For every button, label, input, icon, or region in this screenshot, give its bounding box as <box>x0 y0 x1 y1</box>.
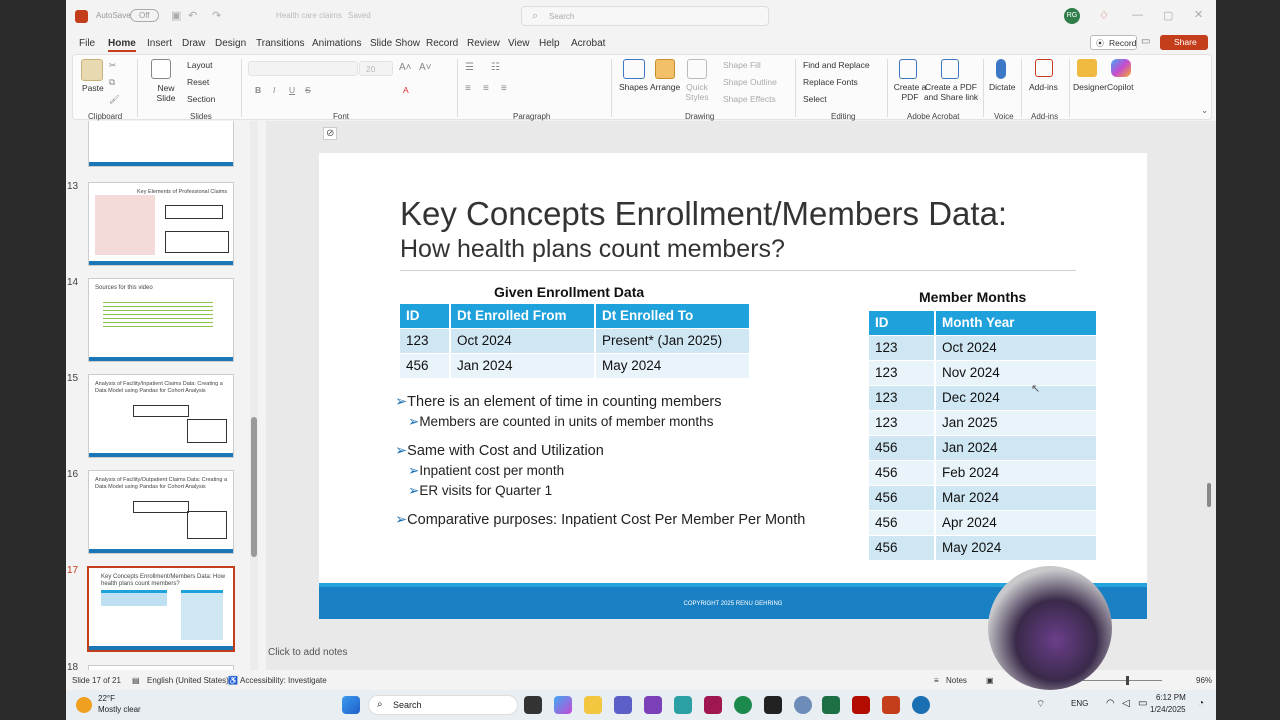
table-row <box>869 460 1097 485</box>
webcam-overlay <box>988 566 1112 690</box>
collapse-ribbon-icon[interactable]: ⌄ <box>1201 105 1209 115</box>
group-acrobat: Adobe Acrobat <box>907 112 960 121</box>
col-header: Dt Enrolled From <box>450 304 595 328</box>
thumb-slide-15[interactable] <box>88 374 234 458</box>
tab-insert[interactable]: Insert <box>147 38 173 49</box>
record-icon: ⦿ <box>1096 39 1104 48</box>
table-row <box>869 385 1097 410</box>
separator <box>887 59 888 117</box>
separator <box>983 59 984 117</box>
tab-slide-show[interactable]: Slide Show <box>370 38 421 49</box>
canvas-scrollbar[interactable] <box>1204 121 1214 621</box>
clock-date[interactable]: 1/24/2025 <box>1150 705 1186 714</box>
cell: Mar 2024 <box>935 485 1097 510</box>
create-pdf-icon[interactable] <box>899 59 917 79</box>
wifi-icon[interactable]: ◠ <box>1106 698 1115 709</box>
thumb-title: Sources for this video <box>95 285 153 291</box>
thumb-table <box>101 590 167 606</box>
group-addins: Add-ins <box>1031 112 1059 121</box>
teams-icon[interactable] <box>614 696 632 714</box>
thumb-slide-17-selected[interactable] <box>87 566 235 652</box>
table-row <box>869 360 1097 385</box>
cell: May 2024 <box>935 535 1097 560</box>
canvas-scroll-handle[interactable] <box>1207 483 1211 507</box>
slide-subtitle[interactable]: How health plans count members? <box>400 235 785 263</box>
cell: Dec 2024 <box>935 385 1097 410</box>
shrink-font-icon[interactable]: A˅ <box>419 62 432 73</box>
table-row <box>400 328 750 353</box>
thumb-title: Key Elements of Professional Claims <box>137 189 228 195</box>
copilot-icon[interactable] <box>1111 59 1131 77</box>
cell: Oct 2024 <box>935 335 1097 360</box>
powerpoint-window <box>66 0 1216 690</box>
tab-transitions[interactable]: Transitions <box>256 38 305 49</box>
weather-icon[interactable] <box>76 697 92 713</box>
thumb-number: 14 <box>67 277 79 288</box>
group-editing: Editing <box>831 112 856 121</box>
footer-text: COPYRIGHT 2025 RENU GEHRING <box>683 601 783 607</box>
title-bar <box>66 0 1216 34</box>
table-row <box>869 435 1097 460</box>
font-color-icon[interactable]: A <box>403 85 409 95</box>
shapes-icon[interactable] <box>623 59 645 79</box>
addins-icon[interactable] <box>1035 59 1053 77</box>
cell: 123 <box>869 335 935 360</box>
align-right-icon[interactable]: ≡ <box>501 83 507 94</box>
ribbon <box>72 54 1212 120</box>
search-placeholder: Search <box>549 12 575 21</box>
thumb-slide-12[interactable] <box>88 121 234 167</box>
paste-button[interactable]: Paste <box>82 83 104 93</box>
slide-thumbnails <box>66 121 261 670</box>
search-icon: ⌕ <box>377 699 383 710</box>
cell: Jan 2025 <box>935 410 1097 435</box>
create-share-button[interactable]: Create a PDF and Share link <box>923 82 979 102</box>
windows-taskbar <box>66 690 1216 720</box>
autosave-label: AutoSave <box>96 11 131 20</box>
tab-acrobat[interactable]: Acrobat <box>571 38 606 49</box>
saved-status: Saved <box>348 11 371 20</box>
table-row <box>869 535 1097 560</box>
layout-button[interactable]: Layout <box>187 60 213 70</box>
slide[interactable] <box>319 153 1147 619</box>
group-slides: Slides <box>190 112 212 121</box>
bullet-arrow-icon: ➢ <box>408 414 420 429</box>
arrange-icon[interactable] <box>655 59 675 79</box>
cell: 456 <box>869 460 935 485</box>
undo-icon[interactable]: ↶ <box>188 10 198 22</box>
redo-icon[interactable]: ↷ <box>212 10 222 22</box>
bullet-1[interactable]: ➢There is an element of time in counting members <box>395 394 722 410</box>
copilot-button[interactable]: Copilot <box>1107 82 1134 92</box>
bullet-arrow-icon: ➢ <box>408 463 420 478</box>
group-voice: Voice <box>994 112 1014 121</box>
cell: Apr 2024 <box>935 510 1097 535</box>
tab-file[interactable]: File <box>79 38 96 49</box>
thumb-number: 13 <box>67 181 79 192</box>
microphone-icon[interactable] <box>996 59 1006 79</box>
tab-help[interactable]: Help <box>539 38 560 49</box>
acrobat-icon[interactable] <box>852 696 870 714</box>
tab-review[interactable]: Review <box>467 38 500 49</box>
comments-icon[interactable]: ▭ <box>1141 36 1151 47</box>
language-status[interactable]: English (United States) <box>147 676 229 685</box>
app-icon[interactable] <box>794 696 812 714</box>
thumb-table <box>181 590 223 640</box>
col-header: ID <box>400 304 450 328</box>
font-size-select[interactable]: 20 <box>359 61 393 76</box>
file-explorer-icon[interactable] <box>584 696 602 714</box>
copilot-taskbar-icon[interactable] <box>554 696 572 714</box>
addins-button[interactable]: Add-ins <box>1029 82 1058 92</box>
align-center-icon[interactable]: ≡ <box>483 83 489 94</box>
group-font: Font <box>333 112 350 121</box>
find-replace-button[interactable]: Find and Replace <box>803 60 870 70</box>
accessibility-status[interactable]: Accessibility: Investigate <box>240 676 327 685</box>
share-button[interactable]: Share <box>1160 35 1208 50</box>
powerpoint-taskbar-icon[interactable] <box>882 696 900 714</box>
separator <box>795 59 796 117</box>
arrange-button[interactable]: Arrange <box>650 82 681 92</box>
new-slide-button[interactable]: New Slide <box>156 83 176 103</box>
group-clipboard: Clipboard <box>88 112 123 121</box>
thumb-box <box>187 419 227 443</box>
bold-icon[interactable]: B <box>255 85 262 95</box>
separator <box>1069 59 1070 117</box>
spellcheck-icon[interactable]: ▤ <box>132 676 140 685</box>
notes-placeholder[interactable]: Click to add notes <box>268 647 348 658</box>
autosave-toggle[interactable]: Off <box>130 9 159 22</box>
shapes-button[interactable]: Shapes <box>619 82 648 92</box>
bullet-3[interactable]: ➢Comparative purposes: Inpatient Cost Per Member Per Month <box>395 512 806 528</box>
battery-icon[interactable]: ▭ <box>1138 698 1148 709</box>
align-left-icon[interactable]: ≡ <box>465 83 471 94</box>
thumb-title: Analysis of Facility/Outpatient Claims Data: Creating a Data Model using Pandas for Cohort Analysis <box>95 477 228 490</box>
clock-time[interactable]: 6:12 PM <box>1156 693 1186 702</box>
paste-icon[interactable] <box>81 59 103 81</box>
thumb-box <box>165 205 223 219</box>
bullet-arrow-icon: ➢ <box>395 512 408 528</box>
powerpoint-logo-icon <box>75 10 88 23</box>
dictate-button[interactable]: Dictate <box>989 82 1016 92</box>
save-icon[interactable]: ▣ <box>171 10 182 22</box>
new-slide-icon[interactable] <box>151 59 171 79</box>
thumb-number: 15 <box>67 373 79 384</box>
table-row <box>869 485 1097 510</box>
record-button[interactable]: Record ⦿ <box>1090 35 1137 50</box>
menu-bar <box>66 34 1216 54</box>
table-row <box>869 510 1097 535</box>
enrollment-table[interactable] <box>400 304 751 378</box>
designer-button[interactable]: Designer <box>1073 82 1108 92</box>
normal-view-icon[interactable]: ▣ <box>986 676 994 685</box>
thumb-slide-14[interactable] <box>88 278 234 362</box>
enrollment-caption: Given Enrollment Data <box>494 284 645 300</box>
select-button[interactable]: Select <box>803 94 827 104</box>
separator <box>611 59 612 117</box>
premium-icon[interactable]: ♢ <box>1099 10 1109 22</box>
excel-icon[interactable] <box>822 696 840 714</box>
col-header: Month Year <box>935 311 1097 335</box>
bullet-2[interactable]: ➢Same with Cost and Utilization <box>395 443 604 459</box>
shape-fill-button[interactable]: Shape Fill <box>723 60 761 70</box>
taskbar-search[interactable]: ⌕ Search <box>368 695 518 715</box>
group-drawing: Drawing <box>685 112 715 121</box>
cut-icon[interactable]: ✂ <box>109 60 117 70</box>
separator <box>241 59 242 117</box>
bullet-2a[interactable]: ➢Inpatient cost per month <box>408 463 565 478</box>
numbering-icon[interactable]: ☷ <box>491 62 500 73</box>
cell: 456 <box>869 510 935 535</box>
app-icon[interactable] <box>912 696 930 714</box>
cell: Nov 2024 <box>935 360 1097 385</box>
shape-outline-button[interactable]: Shape Outline <box>723 77 777 87</box>
accessibility-icon[interactable]: ♿ <box>228 676 238 685</box>
thumb-scrollbar[interactable] <box>250 121 258 670</box>
thumb-box <box>133 405 189 417</box>
notification-icon[interactable]: ◔ <box>1198 698 1205 709</box>
language-indicator[interactable]: ENG <box>1071 699 1089 708</box>
thumb-box <box>165 231 229 253</box>
table-row <box>869 410 1097 435</box>
separator <box>457 59 458 117</box>
weather-desc: Mostly clear <box>98 705 141 714</box>
quick-styles-button[interactable]: Quick Styles <box>685 82 709 102</box>
member-months-table[interactable] <box>869 311 1098 560</box>
cell: Feb 2024 <box>935 460 1097 485</box>
cell: Present* (Jan 2025) <box>595 328 750 353</box>
cell: 456 <box>400 353 450 378</box>
cell: 456 <box>869 485 935 510</box>
thumb-box <box>133 501 189 513</box>
thumb-image <box>95 195 155 255</box>
network-icon[interactable]: ⌔ <box>1036 699 1046 710</box>
maximize-icon[interactable]: ▢ <box>1163 10 1174 22</box>
italic-icon[interactable]: I <box>273 85 276 95</box>
close-icon[interactable]: ✕ <box>1194 9 1204 21</box>
reset-button[interactable]: Reset <box>187 77 210 87</box>
col-header: ID <box>869 311 935 335</box>
app-icon[interactable] <box>704 696 722 714</box>
copy-icon[interactable]: ⧉ <box>109 77 116 87</box>
grow-font-icon[interactable]: A˄ <box>399 62 412 73</box>
font-name-select[interactable] <box>248 61 358 76</box>
thumb-slide-18[interactable] <box>88 665 234 670</box>
app-icon[interactable] <box>674 696 692 714</box>
cell: Jan 2024 <box>935 435 1097 460</box>
strike-icon[interactable]: S <box>305 85 311 95</box>
bullet-2b[interactable]: ➢ER visits for Quarter 1 <box>408 483 553 498</box>
cell: May 2024 <box>595 353 750 378</box>
notes-toggle[interactable]: Notes <box>946 676 967 685</box>
designer-icon[interactable] <box>1077 59 1097 77</box>
zoom-handle[interactable] <box>1126 676 1129 685</box>
task-view-icon[interactable] <box>524 696 542 714</box>
format-painter-icon[interactable]: 🖌 <box>109 94 120 104</box>
tab-draw[interactable]: Draw <box>182 38 206 49</box>
app-icon[interactable] <box>644 696 662 714</box>
table-row <box>869 335 1097 360</box>
tab-animations[interactable]: Animations <box>312 38 362 49</box>
underline-icon[interactable]: U <box>289 85 296 95</box>
tab-record[interactable]: Record <box>426 38 459 49</box>
cell: 123 <box>400 328 450 353</box>
slide-counter: Slide 17 of 21 <box>72 676 121 685</box>
bullet-1a[interactable]: ➢Members are counted in units of member months <box>408 414 714 429</box>
cell: Oct 2024 <box>450 328 595 353</box>
thumb-lines <box>103 299 213 329</box>
cell: 123 <box>869 410 935 435</box>
cell: 123 <box>869 385 935 410</box>
thumb-title: Analysis of Facility/Inpatient Claims Data: Creating a Data Model using Pandas for Cohort Analysis <box>95 381 223 394</box>
bullet-arrow-icon: ➢ <box>395 443 408 459</box>
start-icon[interactable] <box>342 696 360 714</box>
thumb-slide-16[interactable] <box>88 470 234 554</box>
cell: 456 <box>869 535 935 560</box>
section-button[interactable]: Section <box>187 94 216 104</box>
separator <box>1021 59 1022 117</box>
cell: 456 <box>869 435 935 460</box>
member-months-caption: Member Months <box>919 289 1027 305</box>
table-row <box>400 353 750 378</box>
create-pdf-button[interactable]: Create a PDF <box>893 82 927 102</box>
avatar[interactable]: RG <box>1064 8 1080 24</box>
thumb-number: 17 <box>67 565 79 576</box>
shape-effects-button[interactable]: Shape Effects <box>723 94 776 104</box>
thumb-number: 16 <box>67 469 79 480</box>
thumb-scroll-handle[interactable] <box>251 417 257 557</box>
app-icon[interactable] <box>764 696 782 714</box>
quick-styles-icon[interactable] <box>687 59 707 79</box>
designer-ideas-icon[interactable]: ⊘ <box>323 127 337 140</box>
thumb-slide-13[interactable] <box>88 182 234 266</box>
cell: 123 <box>869 360 935 385</box>
col-header: Dt Enrolled To <box>595 304 750 328</box>
weather-temp: 22°F <box>98 694 115 703</box>
search-icon: ⌕ <box>532 10 539 22</box>
mouse-cursor-icon: ↖ <box>1031 383 1041 395</box>
edge-icon[interactable] <box>734 696 752 714</box>
tab-home[interactable]: Home <box>108 38 136 52</box>
thumb-title: Key Concepts Enrollment/Members Data: How health plans count members? <box>101 574 226 587</box>
zoom-level[interactable]: 96% <box>1196 676 1213 685</box>
cell: Jan 2024 <box>450 353 595 378</box>
bullet-arrow-icon: ➢ <box>395 394 408 410</box>
tab-design[interactable]: Design <box>215 38 247 49</box>
notes-toggle-icon[interactable]: ≡ <box>934 676 939 685</box>
thumb-box <box>187 511 227 539</box>
title-divider <box>400 270 1076 271</box>
search-box[interactable] <box>521 6 769 26</box>
replace-fonts-button[interactable]: Replace Fonts <box>803 77 858 87</box>
document-name[interactable]: Health care claims <box>276 11 342 20</box>
separator <box>137 59 138 117</box>
slide-title[interactable]: Key Concepts Enrollment/Members Data: <box>400 195 1008 232</box>
thumb-number: 18 <box>67 662 79 670</box>
bullet-arrow-icon: ➢ <box>408 483 420 498</box>
tab-view[interactable]: View <box>508 38 530 49</box>
minimize-icon[interactable]: — <box>1132 9 1143 21</box>
create-share-icon[interactable] <box>941 59 959 79</box>
group-paragraph: Paragraph <box>513 112 551 121</box>
volume-icon[interactable]: ◁ <box>1122 698 1130 709</box>
bullets-icon[interactable]: ☰ <box>465 62 474 73</box>
